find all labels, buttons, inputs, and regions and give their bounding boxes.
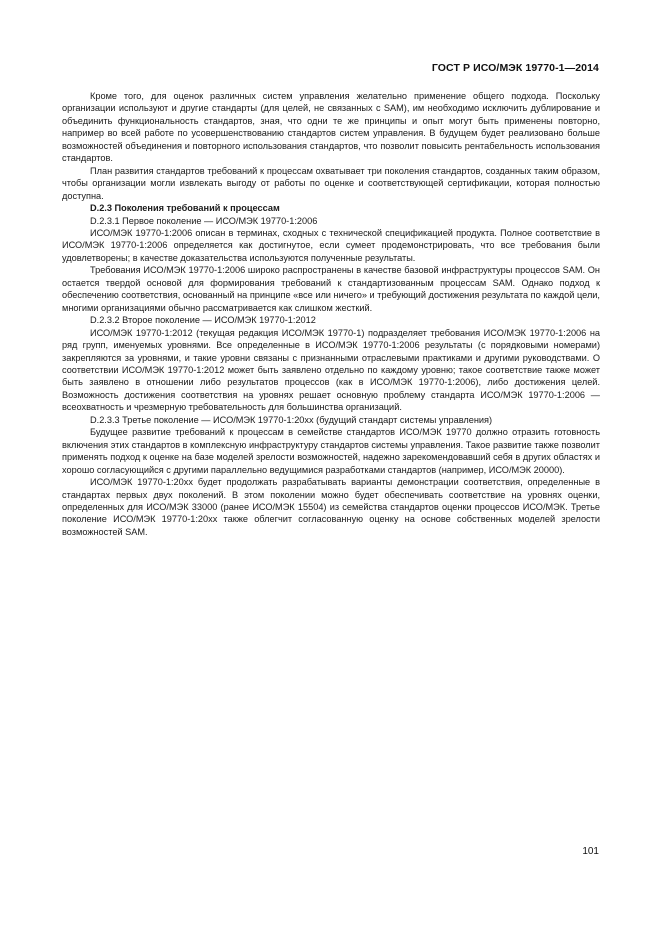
paragraph-first-gen-description: ИСО/МЭК 19770-1:2006 описан в терминах, сходных с технической спецификацией продукта. Полное соответствие в ИСО/МЭК 19770-1:2006 определяется как достигнутое, если сумеет продемонстрировать, что все требования были удовлетворены; в качестве доказательства используются полученные результаты. <box>62 227 600 263</box>
paragraph-third-gen-future: Будущее развитие требований к процессам в семействе стандартов ИСО/МЭК 19770 должно отразить готовность включения этих стандартов в комплексную инфраструктуру стандартов системы управления. Такое развитие также позволит применять подход к оценке на базе моделей зрелости возможностей, надежно зарекомендовавший себя в других областях и хорошо согласующийся с другими параллельно ведущимися разработками стандартов (например, ИСО/МЭК 20000). <box>62 427 600 475</box>
document-header: ГОСТ Р ИСО/МЭК 19770-1—2014 <box>431 62 599 74</box>
page-number: 101 <box>582 846 599 857</box>
document-body <box>62 90 600 538</box>
paragraph-third-gen-continuation: ИСО/МЭК 19770-1:20хх будет продолжать разрабатывать варианты демонстрации соответствия, определенные в стандартах первых двух поколений. В этом поколении можно будет обеспечивать соответствие на уровнях оценки, определенных для ИСО/МЭК 33000 (ранее ИСО/МЭК 15504) из семейства стандартов оценки процессов ИСО/МЭК. Третье поколение ИСО/МЭК 19770-1:20хх также облегчит согласованную оценку на основе собственных моделей зрелости возможностей SAM. <box>62 477 600 537</box>
subsection-heading-d-2-3-3: D.2.3.3 Третье поколение — ИСО/МЭК 19770-1:20хх (будущий стандарт системы управления) <box>90 414 493 425</box>
section-heading-d-2-3: D.2.3 Поколения требований к процессам <box>90 203 280 214</box>
paragraph-plan: План развития стандартов требований к процессам охватывает три поколения стандартов, созданных таким образом, чтобы организации могли извлекать выгоду от работы по оценке и соответствующей сертификации, которая полностью доступна. <box>62 165 600 201</box>
subsection-heading-d-2-3-2: D.2.3.2 Второе поколение — ИСО/МЭК 19770-1:2012 <box>90 315 316 326</box>
paragraph-first-gen-requirements: Требования ИСО/МЭК 19770-1:2006 широко распространены в качестве базовой инфраструктуры процессов SAM. Он остается твердой основой для формирования требований к стандартизованным процессам SAM. Однако подход к обеспечению соответствия, основанный на принципе «все или ничего» и требующий достижения результата по каждой цели, многими организациями обычно рассматривается как слишком жесткий. <box>62 265 600 313</box>
paragraph-second-gen: ИСО/МЭК 19770-1:2012 (текущая редакция ИСО/МЭК 19770-1) подразделяет требования ИСО/МЭК 19770-1:2006 на ряд групп, именуемых уровнями. Все определенные в ИСО/МЭК 19770-1:2006 результаты (с порядковыми номерами) закрепляются за уровнями, и такие уровни связаны с признанными отраслевыми практиками и другими руководствами. О соответствии ИСО/МЭК 19770-1:2012 может быть заявлено отдельно по каждому уровню; такое соответствие также может быть заявлено в отношении либо результатов процессов (как в ИСО/МЭК 19770-1:2006), либо достижения целей. Возможность достижения соответствия на уровнях решает основную проблему стандарта ИСО/МЭК 19770-1:2006 — всеохватность и чрезмерную требовательность для большинства организаций. <box>62 327 600 413</box>
paragraph-intro: Кроме того, для оценок различных систем управления желательно применение общего подхода. Поскольку организации используют и другие стандарты (для целей, не связанных с SAM), им необходимо исключить дублирование и объединить функциональность стандартов, зная, что одни те же принципы и опыт могут быть применены повторно, например во всей работе по усовершенствованию стандартов систем управления. В будущем будет реализовано больше возможностей объединения и повторного использования стандартов, что позволит повысить рентабельность использования стандартов. <box>62 91 600 164</box>
subsection-heading-d-2-3-1: D.2.3.1 Первое поколение — ИСО/МЭК 19770-1:2006 <box>90 215 318 226</box>
